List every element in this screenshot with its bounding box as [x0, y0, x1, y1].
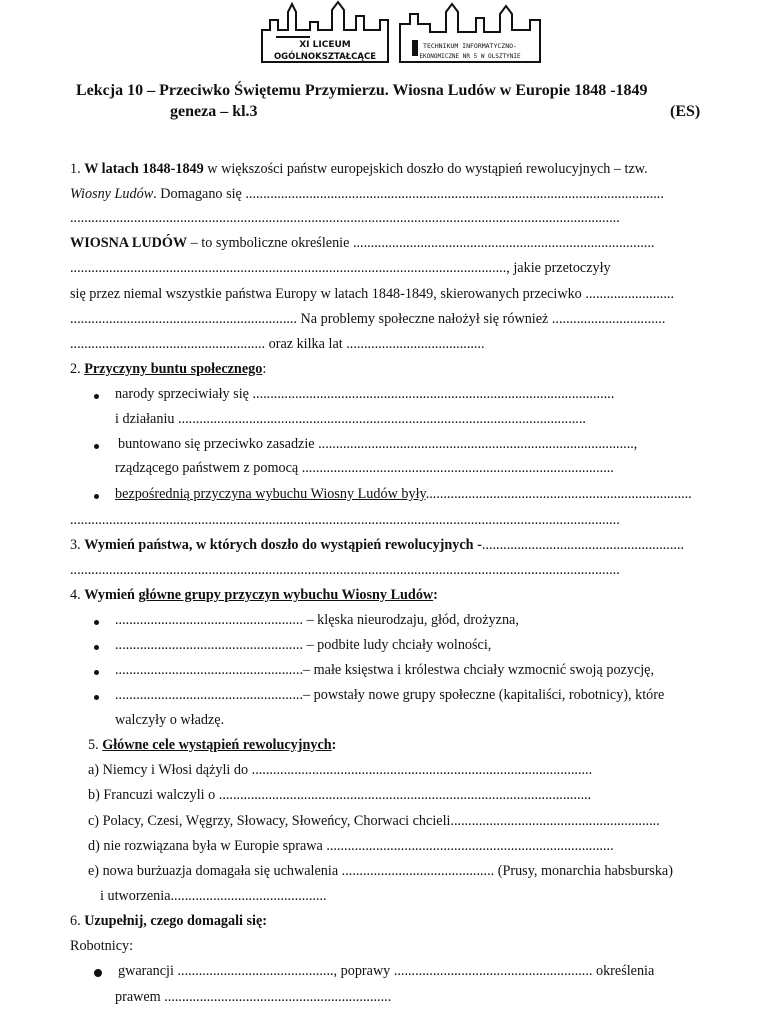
line-text: e) nowa burżuazja domagała się uchwalenia ........................................... (Prusy, monarchia habsburska) — [88, 863, 673, 879]
worksheet-line — [70, 260, 611, 277]
worksheet-line — [70, 311, 665, 328]
line-text: : — [262, 361, 267, 377]
worksheet-line — [70, 161, 648, 178]
line-text: : — [331, 737, 337, 753]
worksheet-line — [70, 562, 620, 579]
worksheet-line — [115, 386, 614, 403]
line-text: ................................................................ Na problemy społeczne nałożył się również ................................ — [70, 311, 666, 327]
line-text: 1. — [70, 161, 85, 177]
logo-right-line1: TECHNIKUM INFORMATYCZNO- — [423, 42, 517, 50]
line-text: b) Francuzi walczyli o ......................................................................................................... — [88, 787, 592, 803]
line-text: Przyczyny buntu społecznego — [84, 361, 263, 377]
line-text: w większości państw europejskich doszło do wystąpień rewolucyjnych – tzw. — [203, 161, 648, 177]
line-text: ..................................................... – klęska nieurodzaju, głód, drożyzna, — [115, 612, 519, 628]
line-text: prawem ................................................................ — [115, 989, 392, 1005]
worksheet-line — [115, 662, 654, 679]
worksheet-line — [70, 186, 664, 203]
bullet-icon — [94, 969, 102, 977]
title-tag: (ES) — [670, 103, 701, 120]
line-text: a) Niemcy i Włosi dążyli do ................................................................................................ — [88, 762, 593, 778]
bullet-icon — [94, 620, 99, 625]
worksheet-line — [88, 813, 660, 830]
line-text: Wymień państwa, w których doszło do wystąpień rewolucyjnych - — [84, 537, 482, 553]
line-text: 6. — [70, 913, 85, 929]
line-text: WIOSNA LUDÓW — [70, 235, 188, 251]
line-text: ..........................................................................................................................., jakie przetoczyły — [70, 260, 611, 276]
line-text: ........................................................................................................................................................... — [70, 562, 620, 578]
worksheet-line — [115, 712, 224, 729]
line-text: i utworzenia............................................ — [100, 888, 327, 904]
logo-left-line2: OGÓLNOKSZTAŁCĄCE — [273, 52, 377, 62]
line-text: 2. — [70, 361, 85, 377]
line-text: Robotnicy: — [70, 938, 134, 954]
line-text: 3. — [70, 537, 85, 553]
line-text: i działaniu ................................................................................................................... — [115, 411, 586, 427]
worksheet-line — [70, 537, 684, 554]
line-text: . Domagano się ...................................................................................................................... — [153, 186, 664, 202]
worksheet-line — [88, 762, 592, 779]
line-text: ..................................................... – podbite ludy chciały wolności, — [115, 637, 492, 653]
worksheet-line — [115, 687, 664, 704]
line-text: c) Polacy, Czesi, Węgrzy, Słowacy, Słoweńcy, Chorwaci chcieli........................................................... — [88, 813, 660, 829]
line-text: ......................................................... — [481, 537, 685, 553]
line-text: 4. — [70, 587, 85, 603]
bullet-icon — [94, 695, 99, 700]
line-text: W latach 1848-1849 — [84, 161, 204, 177]
line-text: główne grupy przyczyn wybuchu Wiosny Ludów — [138, 587, 434, 603]
worksheet-line — [70, 512, 620, 529]
worksheet-line — [118, 963, 654, 980]
logo-right-line2: EKONOMICZNE NR 5 W OLSZTYNIE — [419, 53, 521, 60]
line-text: .....................................................– powstały nowe grupy społeczne (kapitaliści, robotnicy), które — [115, 687, 665, 703]
worksheet-line — [70, 336, 485, 353]
line-text: Wiosny Ludów — [70, 186, 154, 202]
worksheet-line — [70, 235, 654, 252]
worksheet-line — [70, 587, 438, 604]
worksheet-line — [115, 460, 614, 477]
line-text: ........................................................................... — [425, 486, 692, 502]
line-text: Wymień — [84, 587, 139, 603]
bullet-icon — [94, 494, 99, 499]
line-text: – to symboliczne określenie ..................................................................................... — [187, 235, 655, 251]
worksheet-line — [70, 361, 266, 378]
line-text: narody sprzeciwiały się ...................................................................................................... — [115, 386, 615, 402]
worksheet-line — [115, 411, 586, 428]
worksheet-line — [70, 210, 620, 227]
line-text: buntowano się przeciwko zasadzie ........................................................................................., — [118, 436, 638, 452]
line-text: 5. — [88, 737, 103, 753]
logo-left-line1: XI LICEUM — [299, 40, 351, 50]
line-text: się przez niemal wszystkie państwa Europy w latach 1848-1849, skierowanych przeciwko ......................... — [70, 286, 674, 302]
bullet-icon — [94, 645, 99, 650]
bullet-icon — [94, 670, 99, 675]
worksheet-line — [70, 938, 133, 955]
title-line1: Lekcja 10 – Przeciwko Świętemu Przymierzu. Wiosna Ludów w Europie 1848 -1849 — [76, 82, 648, 99]
worksheet-line — [115, 637, 491, 654]
school-logo — [0, 0, 768, 70]
line-text: walczyły o władzę. — [115, 712, 225, 728]
bullet-icon — [94, 394, 99, 399]
line-text: .....................................................– małe księstwa i królestwa chciały wzmocnić swoją pozycję, — [115, 662, 655, 678]
line-text: Główne cele wystąpień rewolucyjnych — [102, 737, 332, 753]
worksheet-line — [115, 486, 692, 503]
worksheet-line — [115, 989, 391, 1006]
line-text: ........................................................................................................................................................... — [70, 512, 620, 528]
bullet-icon — [94, 444, 99, 449]
worksheet-line — [88, 838, 614, 855]
line-text: rządzącego państwem z pomocą ........................................................................................ — [115, 460, 614, 476]
line-text: ........................................................................................................................................................... — [70, 210, 620, 226]
worksheet-line — [70, 913, 267, 930]
worksheet-line — [88, 787, 591, 804]
line-text: gwarancji ............................................, poprawy ........................................................ określenia — [118, 963, 655, 979]
line-text: ....................................................... oraz kilka lat ....................................... — [70, 336, 485, 352]
title-line2: geneza – kl.3 — [170, 103, 258, 120]
line-text: : — [433, 587, 438, 603]
worksheet-line — [118, 436, 637, 453]
worksheet-line — [88, 737, 336, 754]
worksheet-line — [88, 863, 673, 880]
worksheet-line — [100, 888, 327, 905]
worksheet-line — [70, 286, 674, 303]
line-text: d) nie rozwiązana była w Europie sprawa ................................................................................. — [88, 838, 614, 854]
line-text: Uzupełnij, czego domagali się: — [84, 913, 268, 929]
worksheet-line — [115, 612, 519, 629]
line-text: bezpośrednią przyczyna wybuchu Wiosny Ludów były — [115, 486, 426, 502]
